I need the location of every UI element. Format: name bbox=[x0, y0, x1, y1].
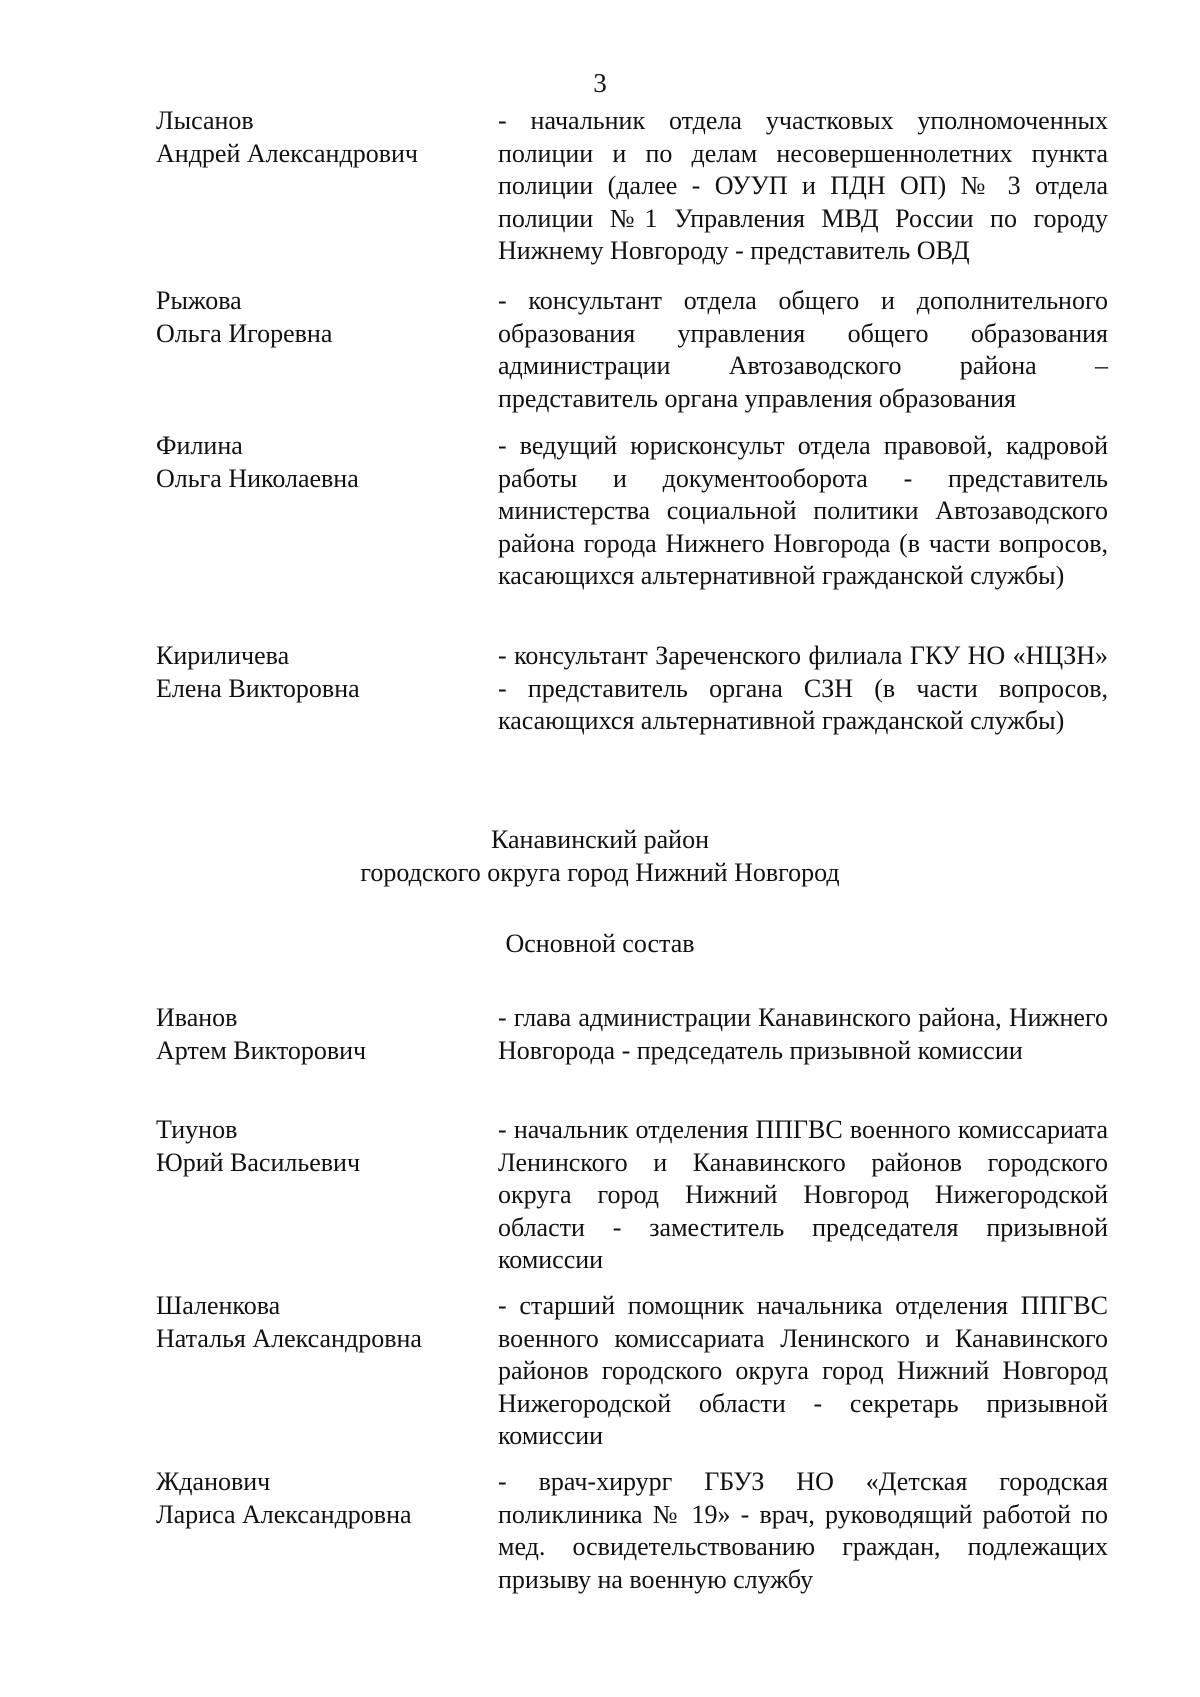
member-surname: Шаленкова bbox=[156, 1291, 281, 1320]
member-name bbox=[156, 1002, 498, 1067]
member-given-names: Юрий Васильевич bbox=[156, 1147, 361, 1177]
member-entry bbox=[156, 430, 1108, 593]
member-surname: Иванов bbox=[156, 1003, 238, 1032]
member-role: - консультант отдела общего и дополнительного образования управления общего образования администрации Автозаводского района – представитель органа управления образования bbox=[498, 286, 1108, 413]
member-name bbox=[156, 640, 498, 738]
member-given-names: Елена Викторовна bbox=[156, 673, 360, 703]
member-surname: Жданович bbox=[156, 1467, 271, 1496]
member-surname: Лысанов bbox=[156, 106, 254, 135]
member-role: - начальник отдела участковых уполномоченных полиции и по делам несовершеннолетних пункта полиции (далее - ОУУП и ПДН ОП) № 3 отдела полиции №1 Управления МВД России по городу Нижнему Новгороду - представитель ОВД bbox=[498, 106, 1108, 266]
member-entry bbox=[156, 1290, 1108, 1453]
member-entry bbox=[156, 1114, 1108, 1277]
member-surname: Кириличева bbox=[156, 641, 290, 670]
member-entry bbox=[156, 285, 1108, 415]
district-heading bbox=[0, 823, 1200, 889]
member-given-names: Андрей Александрович bbox=[156, 138, 418, 168]
member-surname: Рыжова bbox=[156, 286, 242, 315]
member-entry bbox=[156, 1002, 1108, 1067]
member-name bbox=[156, 1114, 498, 1277]
district-heading-line2: городского округа город Нижний Новгород bbox=[360, 858, 840, 887]
member-role: - глава администрации Канавинского района, Нижнего Новгорода - председатель призывной комиссии bbox=[498, 1003, 1108, 1065]
member-given-names: Артем Викторович bbox=[156, 1035, 367, 1065]
member-given-names: Ольга Николаевна bbox=[156, 463, 359, 493]
member-given-names: Лариса Александровна bbox=[156, 1499, 412, 1529]
member-surname: Филина bbox=[156, 431, 243, 460]
district-heading-line1: Канавинский район bbox=[491, 825, 709, 854]
page-number: 3 bbox=[593, 68, 607, 98]
composition-heading: Основной состав bbox=[505, 929, 695, 958]
member-entry bbox=[156, 640, 1108, 738]
member-name bbox=[156, 430, 498, 593]
member-name bbox=[156, 285, 498, 415]
member-given-names: Ольга Игоревна bbox=[156, 318, 333, 348]
member-entry bbox=[156, 1466, 1108, 1596]
member-surname: Тиунов bbox=[156, 1115, 238, 1144]
member-name bbox=[156, 1466, 498, 1596]
member-role: - ведущий юрисконсульт отдела правовой, кадровой работы и документооборота - представитель министерства социальной политики Автозаводского района города Нижнего Новгорода (в части вопросов, касающихся альтернативной гражданской службы) bbox=[498, 431, 1108, 591]
member-entry bbox=[156, 105, 1108, 268]
member-given-names: Наталья Александровна bbox=[156, 1323, 422, 1353]
member-role: - врач-хирург ГБУЗ НО «Детская городская поликлиника № 19» - врач, руководящий работой по мед. освидетельствованию граждан, подлежащих призыву на военную службу bbox=[498, 1467, 1108, 1594]
member-role: - начальник отделения ППГВС военного комиссариата Ленинского и Канавинского районов городского округа город Нижний Новгород Нижегородской области - заместитель председателя призывной комиссии bbox=[498, 1115, 1108, 1275]
member-name bbox=[156, 105, 498, 268]
member-role: - консультант Зареченского филиала ГКУ НО «НЦЗН» - представитель органа СЗН (в части вопросов, касающихся альтернативной гражданской службы) bbox=[498, 641, 1108, 736]
member-name bbox=[156, 1290, 498, 1453]
member-role: - старший помощник начальника отделения ППГВС военного комиссариата Ленинского и Канавинского районов городского округа город Нижний Новгород Нижегородской области - секретарь призывной комиссии bbox=[498, 1291, 1108, 1451]
